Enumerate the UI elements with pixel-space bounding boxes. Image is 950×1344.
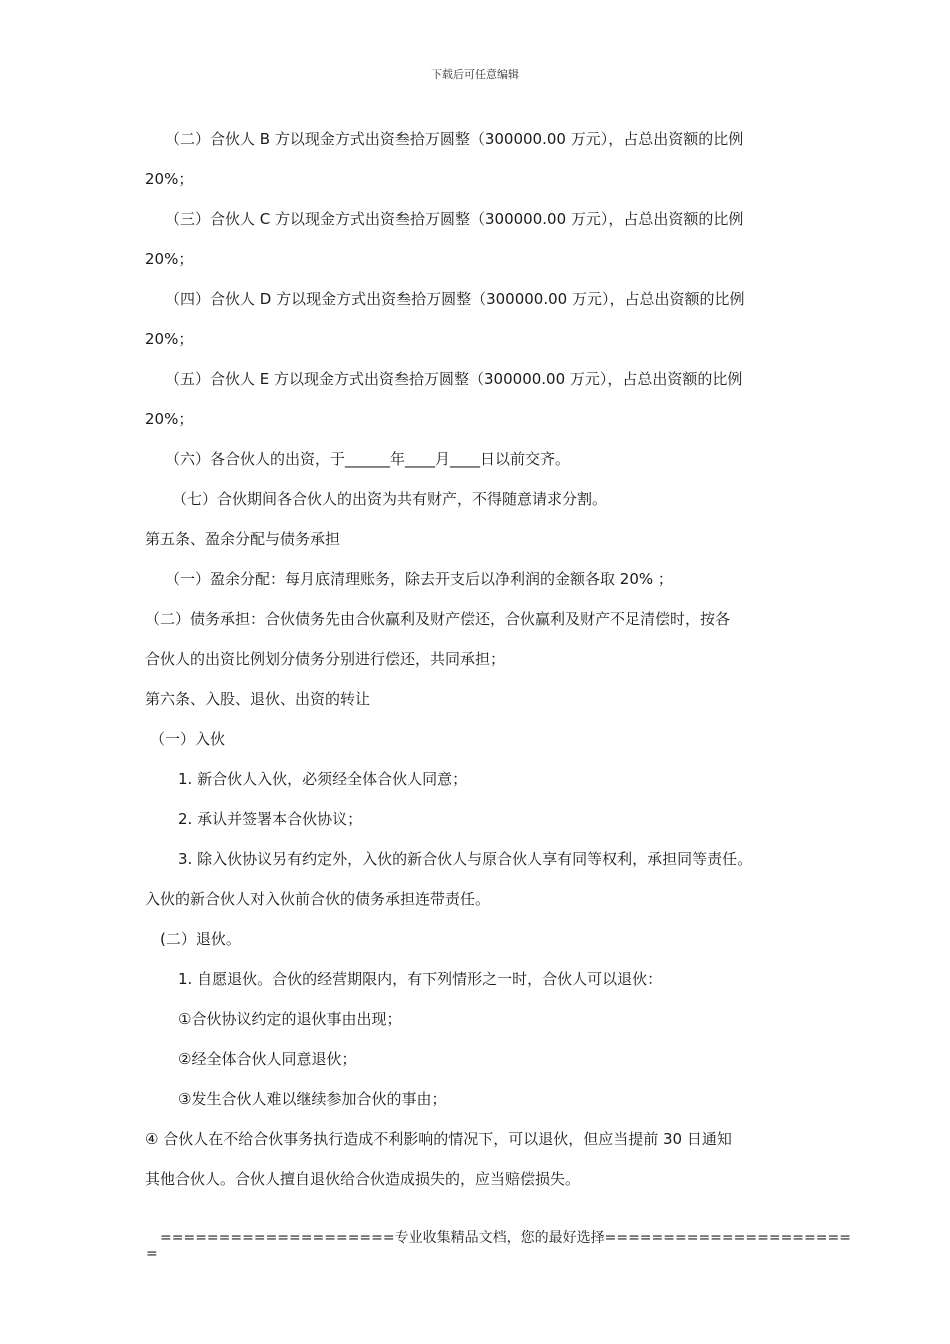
paragraph-line: 20%； [145,170,194,188]
section-heading: 第六条、入股、退伙、出资的转让 [145,690,371,708]
paragraph-line: （三）合伙人 C 方以现金方式出资叁拾万圆整（300000.00 万元），占总出资额的比例 [165,210,744,228]
list-item: 2. 承认并签署本合伙协议； [178,810,363,828]
list-item: 1. 新合伙人入伙，必须经全体合伙人同意； [178,770,468,788]
paragraph-line: 20%； [145,330,194,348]
paragraph-line: （五）合伙人 E 方以现金方式出资叁拾万圆整（300000.00 万元），占总出资额的比例 [165,370,743,388]
paragraph-line: 合伙人的出资比例划分债务分别进行偿还，共同承担； [145,650,506,668]
subsection-heading: （一）入伙 [150,730,226,748]
paragraph-line: 20%； [145,250,194,268]
section-heading: 第五条、盈余分配与债务承担 [145,530,341,548]
paragraph-line: （四）合伙人 D 方以现金方式出资叁拾万圆整（300000.00 万元），占总出资额的比例 [165,290,745,308]
subsection-heading: (二）退伙。 [160,930,241,948]
list-item: 1. 自愿退伙。合伙的经营期限内，有下列情形之一时，合伙人可以退伙： [178,970,663,988]
paragraph-line: （二）债务承担：合伙债务先由合伙赢利及财产偿还，合伙赢利及财产不足清偿时，按各 [145,610,731,628]
paragraph-line: 20%； [145,410,194,428]
page-header: 下载后可任意编辑 [431,68,519,81]
list-item: ②经全体合伙人同意退伙； [178,1050,357,1068]
footer-banner-continuation: = [146,1246,158,1262]
paragraph-line: （六）各合伙人的出资，于______年____月____日以前交齐。 [165,450,571,468]
paragraph-line: 入伙的新合伙人对入伙前合伙的债务承担连带责任。 [145,890,491,908]
list-item: ①合伙协议约定的退伙事由出现； [178,1010,402,1028]
paragraph-line: 其他合伙人。合伙人擅自退伙给合伙造成损失的，应当赔偿损失。 [145,1170,581,1188]
footer-banner: ====================专业收集精品文档，您的最好选择===================== [160,1230,851,1246]
paragraph-line: （七）合伙期间各合伙人的出资为共有财产，不得随意请求分割。 [172,490,608,508]
list-item: 3. 除入伙协议另有约定外，入伙的新合伙人与原合伙人享有同等权利，承担同等责任。 [178,850,753,868]
paragraph-line: （二）合伙人 B 方以现金方式出资叁拾万圆整（300000.00 万元），占总出资额的比例 [165,130,744,148]
paragraph-line: （一）盈余分配：每月底清理账务，除去开支后以净利润的金额各取 20% ； [165,570,673,588]
paragraph-line: ④ 合伙人在不给合伙事务执行造成不利影响的情况下，可以退伙，但应当提前 30 日通知 [145,1130,732,1148]
list-item: ③发生合伙人难以继续参加合伙的事由； [178,1090,447,1108]
